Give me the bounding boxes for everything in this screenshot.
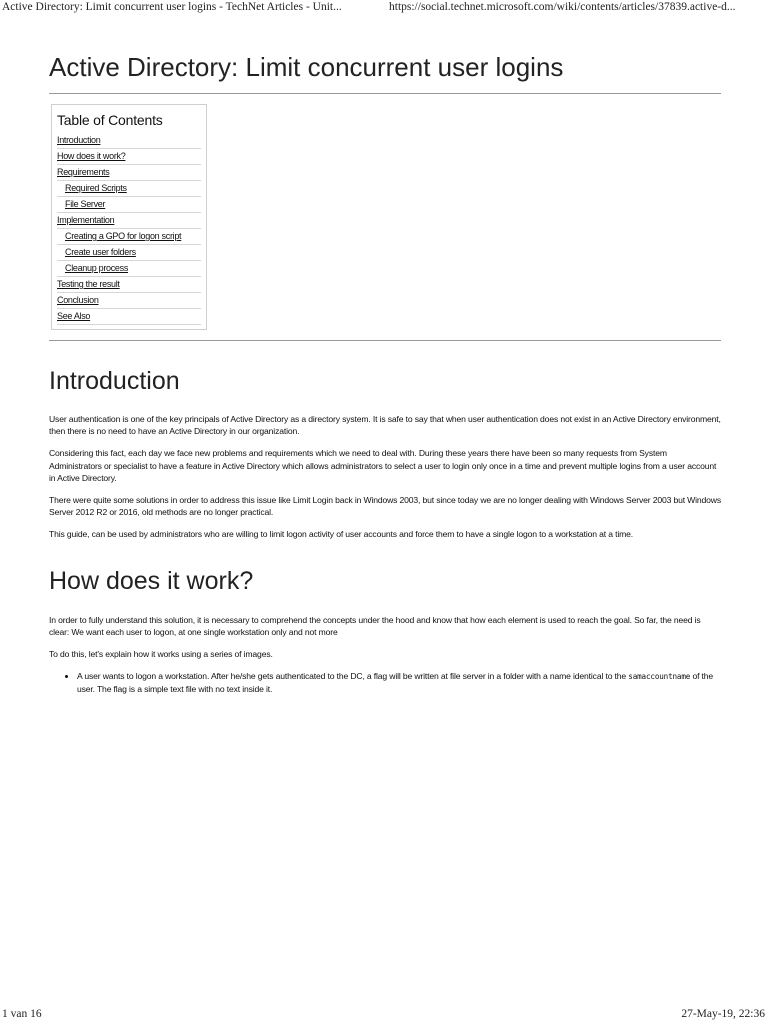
toc-link-conclusion[interactable]: Conclusion [57, 295, 99, 305]
toc-item [57, 277, 201, 293]
how-does-it-work-heading: How does it work? [49, 566, 254, 595]
how-paragraph-1: In order to fully understand this solution, it is necessary to comprehend the concepts under the hood and know that how each element is used to reach the goal. So far, the need is clear: We want each user to logon, at one single workstation only and not more [49, 614, 701, 637]
toc-link-cleanup-process[interactable]: Cleanup process [65, 263, 129, 273]
toc-link-how-does-it-work[interactable]: How does it work? [57, 151, 126, 161]
bullet-text-before: A user wants to logon a workstation. After he/she gets authenticated to the DC, a flag will be written at file server in a folder with a name identical to the [77, 671, 629, 682]
toc-item [57, 261, 201, 277]
page-title: Active Directory: Limit concurrent user logins [49, 50, 721, 94]
toc-link-create-user-folders[interactable]: Create user folders [65, 247, 136, 257]
introduction-heading: Introduction [49, 367, 180, 395]
toc-link-required-scripts[interactable]: Required Scripts [65, 183, 127, 193]
intro-paragraph-3: There were quite some solutions in order to address this issue like Limit Login back in Windows 2003, but since today we are no longer dealing with Windows Server 2003 but Windows Server 2012 R2 or 2016, old methods are no longer practical. [49, 495, 721, 518]
toc-item [57, 309, 201, 325]
print-datetime: 27-May-19, 22:36 [681, 1008, 765, 1020]
how-bullet-list [49, 670, 721, 695]
toc-title: Table of Contents [57, 112, 163, 128]
toc-link-implementation[interactable]: Implementation [57, 215, 115, 225]
toc-list [57, 133, 201, 325]
toc-link-see-also[interactable]: See Also [57, 311, 91, 321]
toc-item [57, 165, 201, 181]
toc-item [57, 197, 201, 213]
toc-link-creating-gpo[interactable]: Creating a GPO for logon script [65, 231, 182, 241]
bullet-text-after: of the user. The flag is a simple text file with no text inside it. [77, 671, 714, 695]
toc-item [57, 213, 201, 229]
section-divider [49, 340, 721, 341]
toc-item [57, 149, 201, 165]
toc-item [57, 229, 201, 245]
toc-item [57, 245, 201, 261]
print-header-url: https://social.technet.microsoft.com/wiki/contents/articles/37839.active-d... [389, 1, 736, 13]
toc-link-requirements[interactable]: Requirements [57, 167, 110, 177]
table-of-contents [51, 104, 207, 330]
print-footer [0, 1008, 768, 1024]
samaccountname-code: samaccountname [628, 672, 691, 682]
toc-item [57, 133, 201, 149]
toc-link-testing-result[interactable]: Testing the result [57, 279, 120, 289]
intro-paragraph-2: Considering this fact, each day we face new problems and requirements which we need to deal with. During these years there have been so many requests from System Administrators or specialist to have a feature in Active Directory which allows administrators to select a user to login only once in a time and prevent multiple logins from a user account in Active Directory. [49, 448, 717, 483]
toc-link-introduction[interactable]: Introduction [57, 135, 101, 145]
intro-paragraph-4: This guide, can be used by administrators who are willing to limit logon activity of user accounts and force them to have a single logon to a workstation at a time. [49, 529, 633, 540]
toc-link-file-server[interactable]: File Server [65, 199, 106, 209]
how-paragraph-2: To do this, let's explain how it works using a series of images. [49, 649, 273, 660]
toc-item [57, 181, 201, 197]
article-content [49, 50, 721, 696]
toc-item [57, 293, 201, 309]
list-item [77, 670, 721, 695]
print-header [0, 0, 768, 16]
page-number: 1 van 16 [2, 1008, 42, 1020]
print-header-title: Active Directory: Limit concurrent user logins - TechNet Articles - Unit... [2, 1, 342, 13]
intro-paragraph-1: User authentication is one of the key principals of Active Directory as a directory system. It is safe to say that when user authentication does not exist in an Active Directory environment, then there is no need to have an Active Directory in our organization. [49, 414, 721, 437]
